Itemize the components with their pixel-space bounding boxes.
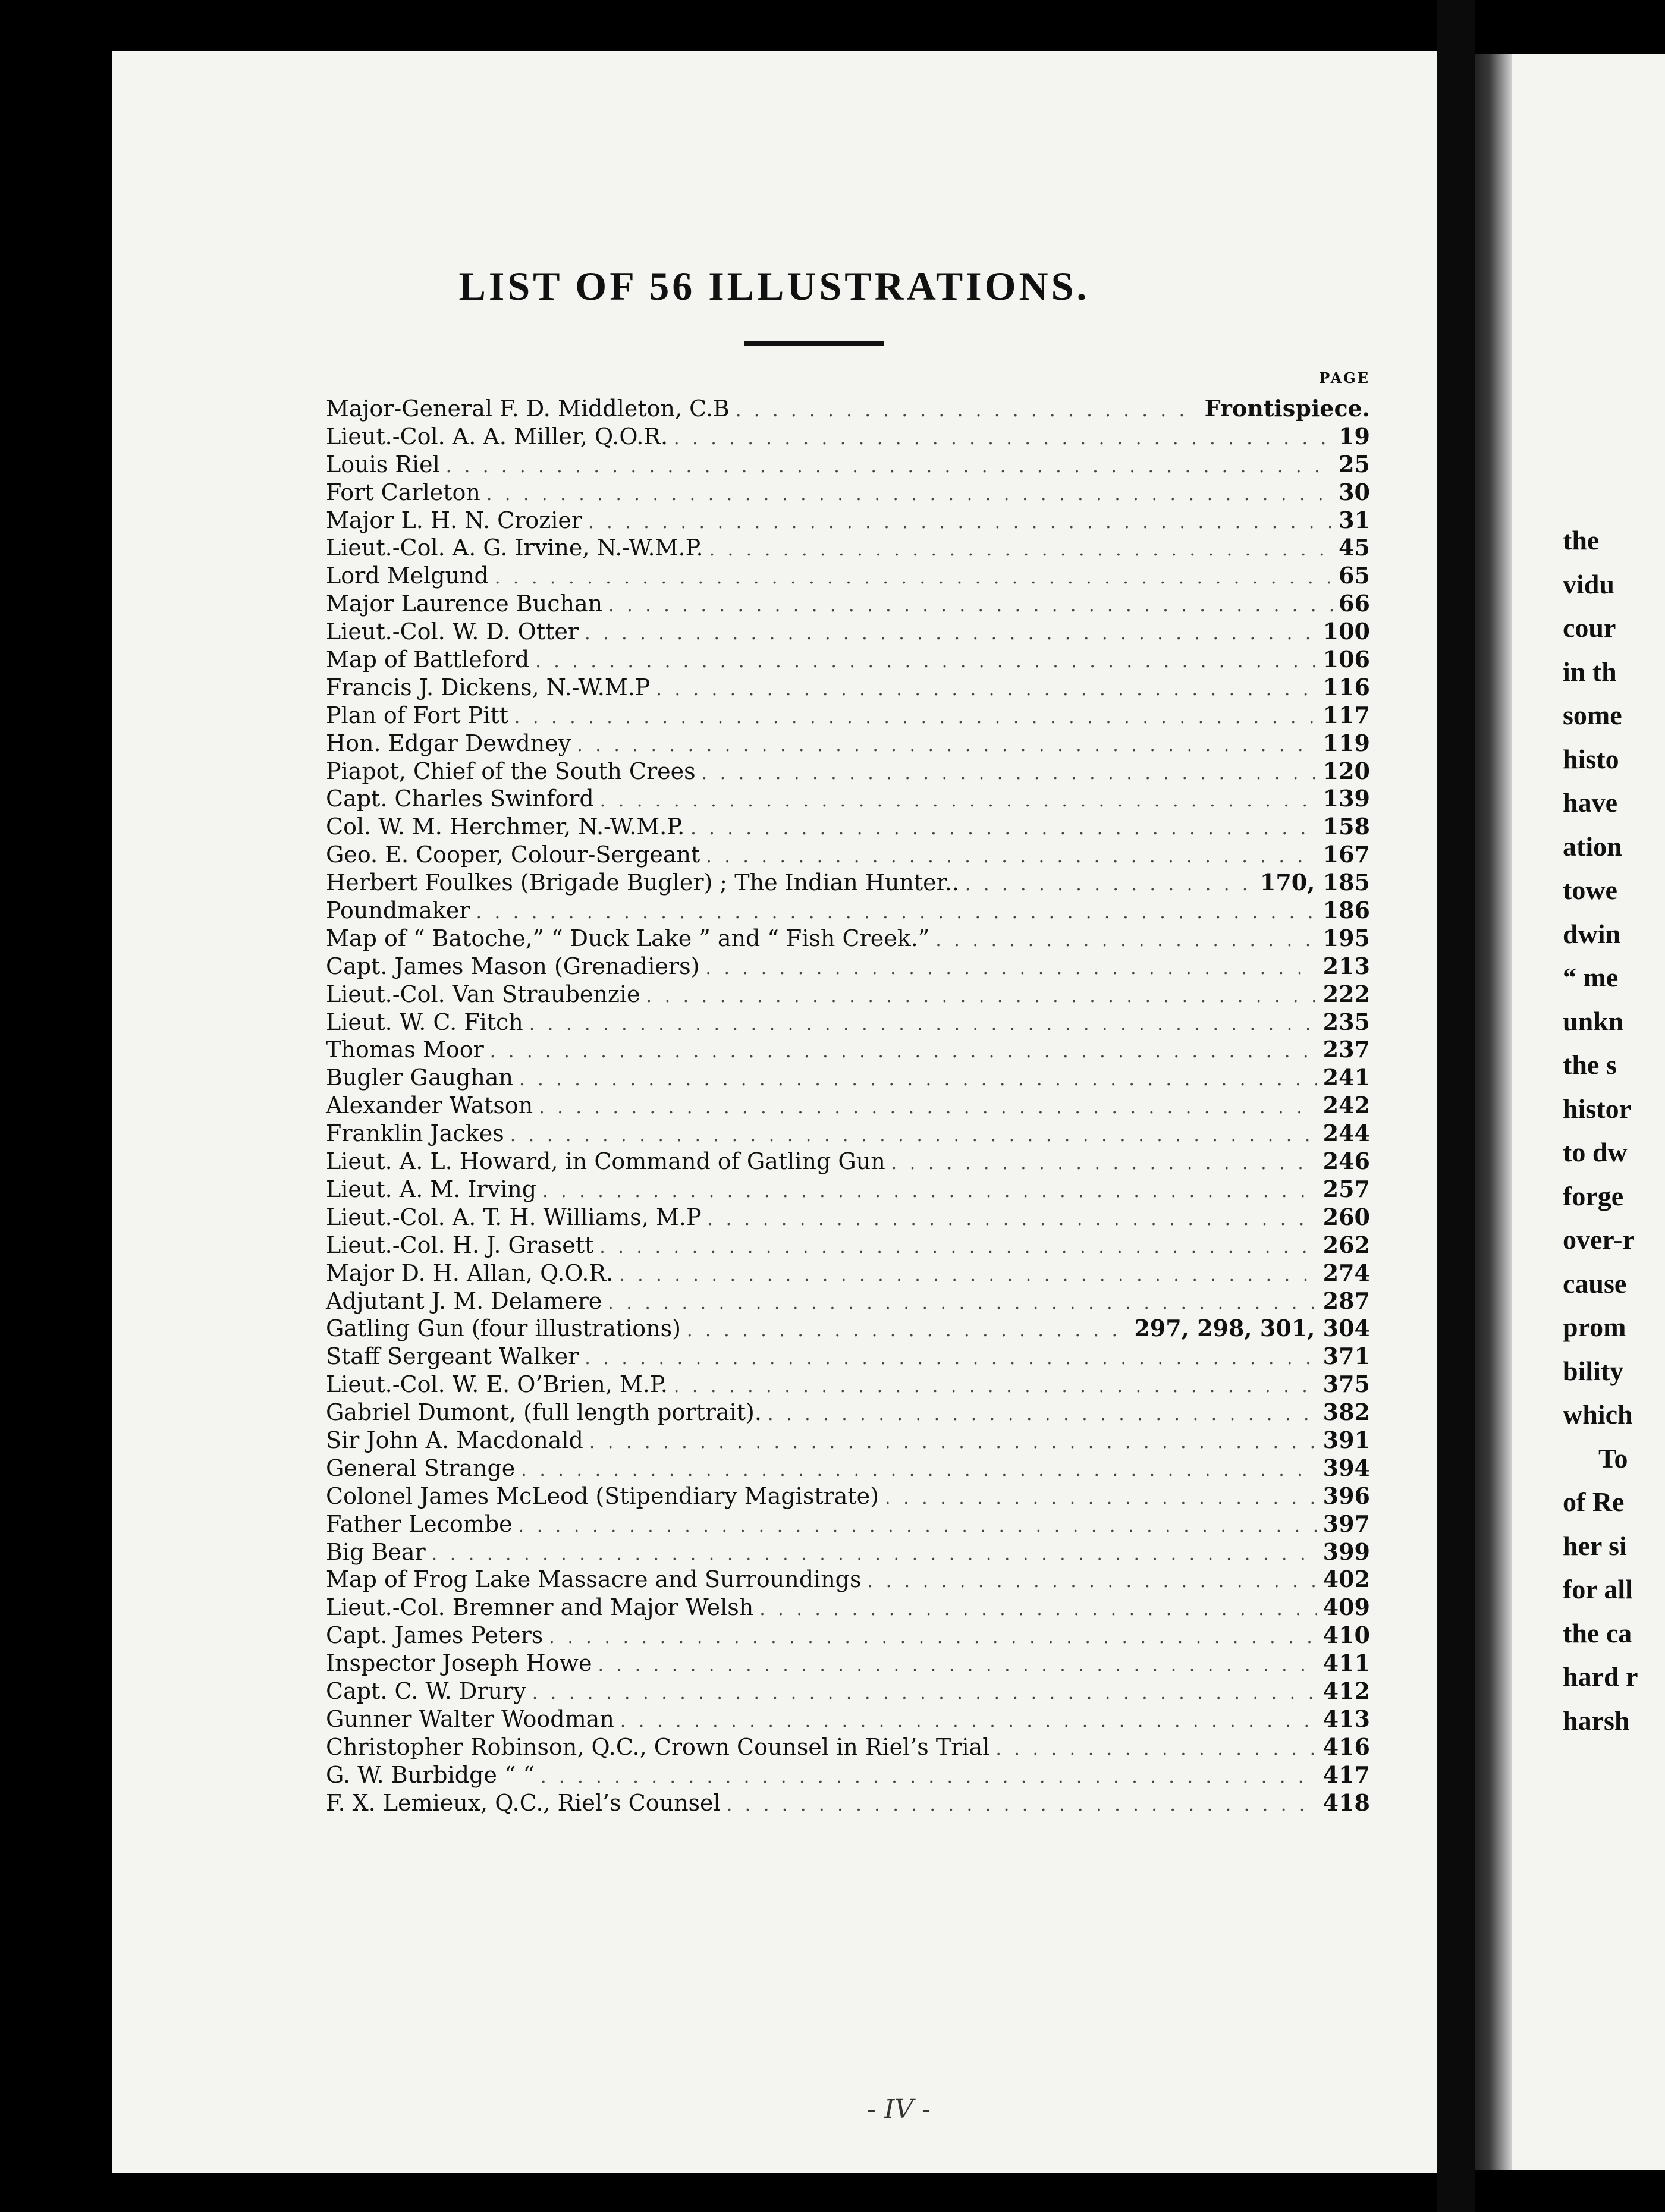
dot-leader bbox=[935, 927, 1317, 955]
entry-page-number: 19 bbox=[1339, 422, 1370, 450]
list-item bbox=[326, 785, 1370, 813]
title-rule bbox=[744, 341, 884, 346]
entry-page-number: 186 bbox=[1322, 897, 1370, 924]
list-item bbox=[326, 1399, 1370, 1427]
entry-title: Franklin Jackes bbox=[326, 1120, 504, 1147]
facing-text-line: which bbox=[1563, 1399, 1633, 1429]
entry-page-number: 410 bbox=[1322, 1622, 1370, 1649]
facing-text-line: bility bbox=[1563, 1355, 1624, 1386]
dot-leader bbox=[535, 648, 1317, 676]
entry-page-number: 413 bbox=[1322, 1705, 1370, 1732]
entry-title: Capt. C. W. Drury bbox=[326, 1677, 526, 1704]
entry-title: Geo. E. Cooper, Colour-Sergeant bbox=[326, 841, 700, 868]
dot-leader bbox=[736, 397, 1199, 425]
entry-page-number: 222 bbox=[1322, 980, 1370, 1007]
entry-title: F. X. Lemieux, Q.C., Riel’s Counsel bbox=[326, 1789, 721, 1816]
entry-page-number: 417 bbox=[1322, 1761, 1370, 1788]
entry-page-number: 25 bbox=[1339, 450, 1370, 477]
facing-text-line: cour bbox=[1563, 612, 1616, 643]
dot-leader bbox=[674, 425, 1333, 453]
entry-title: Lieut.-Col. Bremner and Major Welsh bbox=[326, 1594, 754, 1621]
entry-title: Gatling Gun (four illustrations) bbox=[326, 1315, 681, 1342]
dot-leader bbox=[885, 1485, 1317, 1513]
entry-page-number: 117 bbox=[1322, 701, 1370, 728]
entry-title: Fort Carleton bbox=[326, 479, 480, 505]
facing-text-line: for all bbox=[1563, 1574, 1633, 1604]
dot-leader bbox=[490, 1038, 1317, 1066]
entry-page-number: 139 bbox=[1322, 785, 1370, 812]
entry-page-number: 66 bbox=[1339, 590, 1370, 617]
dot-leader bbox=[759, 1596, 1317, 1624]
dot-leader bbox=[532, 1680, 1317, 1708]
entry-page-number: 260 bbox=[1322, 1203, 1370, 1230]
dot-leader bbox=[619, 1262, 1317, 1290]
entry-title: Herbert Foulkes (Brigade Bugler) ; The Indian Hunter.. bbox=[326, 869, 959, 896]
dot-leader bbox=[589, 1429, 1317, 1457]
list-item bbox=[326, 479, 1370, 507]
entry-title: Inspector Joseph Howe bbox=[326, 1650, 592, 1677]
entry-page-number: 45 bbox=[1339, 534, 1370, 561]
dot-leader bbox=[486, 481, 1333, 509]
entry-title: Major D. H. Allan, Q.O.R. bbox=[326, 1259, 614, 1286]
facing-page-text bbox=[1563, 519, 1638, 1742]
dot-leader bbox=[549, 1624, 1317, 1652]
entry-title: Major Laurence Buchan bbox=[326, 590, 603, 617]
dot-leader bbox=[687, 1317, 1128, 1345]
list-item bbox=[326, 534, 1370, 562]
list-item bbox=[326, 981, 1370, 1008]
entry-page-number: 167 bbox=[1322, 841, 1370, 868]
entry-page-number: 119 bbox=[1322, 729, 1370, 756]
facing-text-line: have bbox=[1563, 787, 1617, 818]
facing-page bbox=[1512, 54, 1665, 2170]
list-item bbox=[326, 1008, 1370, 1036]
entry-page-number: 170, 185 bbox=[1259, 869, 1370, 896]
entry-page-number: 394 bbox=[1322, 1454, 1370, 1481]
dot-leader bbox=[727, 1792, 1317, 1820]
dot-leader bbox=[585, 1345, 1317, 1373]
dot-leader bbox=[868, 1568, 1317, 1596]
list-item bbox=[326, 1510, 1370, 1538]
entry-title: General Strange bbox=[326, 1454, 516, 1481]
facing-text-line: histor bbox=[1563, 1093, 1631, 1124]
entry-title: Francis J. Dickens, N.-W.M.P bbox=[326, 674, 651, 700]
facing-text-line: the ca bbox=[1563, 1617, 1632, 1648]
dot-leader bbox=[768, 1401, 1317, 1429]
entry-page-number: 120 bbox=[1322, 757, 1370, 784]
dot-leader bbox=[965, 871, 1254, 899]
list-item bbox=[326, 1120, 1370, 1148]
dot-leader bbox=[510, 1122, 1317, 1150]
entry-page-number: 31 bbox=[1339, 506, 1370, 533]
entry-page-number: 242 bbox=[1322, 1092, 1370, 1119]
list-item bbox=[326, 1315, 1370, 1343]
facing-text-line: her si bbox=[1563, 1530, 1627, 1561]
list-item bbox=[326, 953, 1370, 981]
dot-leader bbox=[709, 536, 1333, 564]
list-item bbox=[326, 1371, 1370, 1399]
entry-page-number: 399 bbox=[1322, 1538, 1370, 1565]
list-item bbox=[326, 1482, 1370, 1510]
list-item bbox=[326, 1761, 1370, 1789]
entry-title: Lieut.-Col. A. A. Miller, Q.O.R. bbox=[326, 423, 668, 450]
entry-title: Lieut.-Col. Van Straubenzie bbox=[326, 981, 640, 1007]
entry-title: Father Lecombe bbox=[326, 1510, 513, 1537]
page-title: LIST OF 56 ILLUSTRATIONS. bbox=[458, 263, 1090, 309]
dot-leader bbox=[519, 1513, 1317, 1541]
entry-title: Christopher Robinson, Q.C., Crown Counsel in Riel’s Trial bbox=[326, 1733, 990, 1760]
list-item bbox=[326, 507, 1370, 535]
list-item bbox=[326, 1343, 1370, 1371]
dot-leader bbox=[577, 732, 1317, 760]
entry-title: Gunner Walter Woodman bbox=[326, 1705, 614, 1732]
entry-page-number: 371 bbox=[1322, 1343, 1370, 1370]
page-column-label: PAGE bbox=[1319, 369, 1370, 387]
entry-page-number: 246 bbox=[1322, 1148, 1370, 1175]
facing-text-line: hard r bbox=[1563, 1661, 1638, 1692]
binding-gutter bbox=[1437, 0, 1475, 2212]
facing-text-line: over-r bbox=[1563, 1224, 1635, 1255]
dot-leader bbox=[588, 509, 1333, 537]
entry-title: Louis Riel bbox=[326, 451, 440, 477]
list-item bbox=[326, 1148, 1370, 1176]
entry-page-number: 65 bbox=[1339, 562, 1370, 589]
entry-title: Hon. Edgar Dewdney bbox=[326, 730, 571, 756]
facing-text-line: in th bbox=[1563, 656, 1617, 687]
list-item bbox=[326, 1064, 1370, 1092]
entry-title: Map of Battleford bbox=[326, 646, 530, 673]
list-item bbox=[326, 1733, 1370, 1761]
list-item bbox=[326, 674, 1370, 702]
facing-text-line: towe bbox=[1563, 875, 1617, 905]
illustrations-list bbox=[326, 395, 1370, 1817]
list-item bbox=[326, 1566, 1370, 1594]
entry-page-number: 30 bbox=[1339, 478, 1370, 505]
entry-page-number: 195 bbox=[1322, 924, 1370, 951]
entry-page-number: 287 bbox=[1322, 1287, 1370, 1314]
entry-page-number: 158 bbox=[1322, 813, 1370, 840]
entry-page-number: 396 bbox=[1322, 1482, 1370, 1509]
list-item bbox=[326, 1092, 1370, 1120]
entry-page-number: 257 bbox=[1322, 1175, 1370, 1202]
entry-title: Big Bear bbox=[326, 1538, 426, 1565]
dot-leader bbox=[706, 843, 1317, 871]
entry-title: Thomas Moor bbox=[326, 1036, 484, 1063]
dot-leader bbox=[514, 704, 1317, 732]
facing-text-line: the s bbox=[1563, 1050, 1617, 1080]
list-item bbox=[326, 1231, 1370, 1259]
facing-text-line: harsh bbox=[1563, 1705, 1630, 1736]
list-item bbox=[326, 1789, 1370, 1817]
entry-title: Sir John A. Macdonald bbox=[326, 1427, 583, 1453]
list-item bbox=[326, 1204, 1370, 1231]
list-item bbox=[326, 646, 1370, 674]
dot-leader bbox=[539, 1094, 1317, 1122]
list-item bbox=[326, 925, 1370, 953]
entry-title: Gabriel Dumont, (full length portrait). bbox=[326, 1399, 762, 1426]
dot-leader bbox=[599, 1234, 1317, 1262]
list-item bbox=[326, 1259, 1370, 1287]
facing-text-line: cause bbox=[1563, 1268, 1627, 1299]
list-item bbox=[326, 1287, 1370, 1315]
entry-title: Major-General F. D. Middleton, C.B bbox=[326, 395, 730, 422]
entry-title: Capt. James Peters bbox=[326, 1622, 544, 1649]
list-item bbox=[326, 1594, 1370, 1622]
dot-leader bbox=[620, 1708, 1317, 1736]
entry-title: Poundmaker bbox=[326, 897, 470, 924]
entry-page-number: 106 bbox=[1322, 646, 1370, 673]
entry-page-number: 409 bbox=[1322, 1594, 1370, 1621]
list-item bbox=[326, 562, 1370, 590]
entry-title: Lieut. A. L. Howard, in Command of Gatling Gun bbox=[326, 1148, 885, 1175]
list-item bbox=[326, 451, 1370, 479]
dot-leader bbox=[705, 955, 1317, 983]
entry-page-number: 116 bbox=[1322, 673, 1370, 700]
entry-page-number: 411 bbox=[1322, 1649, 1370, 1677]
facing-text-line: ation bbox=[1563, 831, 1622, 862]
dot-leader bbox=[674, 1373, 1317, 1401]
entry-title: Major L. H. N. Crozier bbox=[326, 507, 583, 533]
list-item bbox=[326, 897, 1370, 925]
entry-page-number: 244 bbox=[1322, 1120, 1370, 1147]
entry-title: Lord Melgund bbox=[326, 563, 489, 589]
gutter-shadow bbox=[1475, 54, 1512, 2170]
entry-title: Lieut.-Col. A. T. H. Williams, M.P bbox=[326, 1204, 702, 1230]
entry-page-number: 391 bbox=[1322, 1426, 1370, 1453]
facing-text-line: histo bbox=[1563, 743, 1619, 774]
facing-text-line: dwin bbox=[1563, 918, 1621, 949]
dot-leader bbox=[646, 983, 1317, 1011]
facing-text-line: some bbox=[1563, 700, 1622, 730]
facing-text-line: unkn bbox=[1563, 1006, 1624, 1036]
facing-text-line: of Re bbox=[1563, 1487, 1625, 1517]
entry-title: G. W. Burbidge “ “ bbox=[326, 1761, 535, 1788]
dot-leader bbox=[708, 1206, 1317, 1234]
list-item bbox=[326, 758, 1370, 785]
dot-leader bbox=[519, 1066, 1317, 1094]
facing-text-line: to dw bbox=[1563, 1137, 1628, 1167]
facing-text-line: the bbox=[1563, 525, 1600, 555]
list-item bbox=[326, 1176, 1370, 1204]
list-item bbox=[326, 1454, 1370, 1482]
entry-title: Lieut.-Col. H. J. Grasett bbox=[326, 1231, 594, 1258]
entry-title: Lieut.-Col. A. G. Irvine, N.-W.M.P. bbox=[326, 535, 703, 561]
dot-leader bbox=[702, 760, 1317, 788]
dot-leader bbox=[608, 592, 1333, 620]
entry-page-number: 274 bbox=[1322, 1259, 1370, 1286]
dot-leader bbox=[598, 1652, 1317, 1680]
list-item bbox=[326, 702, 1370, 730]
entry-page-number: 262 bbox=[1322, 1231, 1370, 1258]
dot-leader bbox=[600, 787, 1317, 815]
dot-leader bbox=[495, 564, 1333, 592]
list-item bbox=[326, 730, 1370, 758]
dot-leader bbox=[656, 676, 1317, 704]
entry-title: Capt. Charles Swinford bbox=[326, 785, 594, 812]
list-item bbox=[326, 1677, 1370, 1705]
facing-text-line: vidu bbox=[1563, 568, 1614, 599]
entry-title: Lieut.-Col. W. E. O’Brien, M.P. bbox=[326, 1371, 668, 1398]
entry-page-number: 375 bbox=[1322, 1371, 1370, 1398]
dot-leader bbox=[608, 1290, 1317, 1318]
entry-title: Colonel James McLeod (Stipendiary Magistrate) bbox=[326, 1482, 879, 1509]
entry-page-number: 235 bbox=[1322, 1008, 1370, 1035]
facing-text-line: prom bbox=[1563, 1312, 1626, 1342]
list-item bbox=[326, 1649, 1370, 1677]
facing-text-line: forge bbox=[1563, 1180, 1624, 1211]
entry-page-number: 412 bbox=[1322, 1677, 1370, 1704]
list-item bbox=[326, 1705, 1370, 1733]
entry-page-number: 100 bbox=[1322, 618, 1370, 645]
list-item bbox=[326, 590, 1370, 618]
dot-leader bbox=[891, 1150, 1317, 1178]
dot-leader bbox=[476, 899, 1317, 927]
entry-title: Staff Sergeant Walker bbox=[326, 1343, 579, 1370]
list-item bbox=[326, 618, 1370, 646]
entry-page-number: 416 bbox=[1322, 1733, 1370, 1760]
entry-page-number: 213 bbox=[1322, 952, 1370, 979]
entry-title: Piapot, Chief of the South Crees bbox=[326, 758, 696, 784]
entry-title: Map of “ Batoche,” “ Duck Lake ” and “ Fish Creek.” bbox=[326, 925, 930, 951]
entry-title: Lieut. A. M. Irving bbox=[326, 1176, 537, 1202]
entry-title: Capt. James Mason (Grenadiers) bbox=[326, 953, 700, 979]
dot-leader bbox=[529, 1011, 1317, 1039]
list-item bbox=[326, 395, 1370, 423]
list-item bbox=[326, 841, 1370, 869]
facing-text-line: “ me bbox=[1563, 962, 1619, 992]
entry-page-number: 241 bbox=[1322, 1064, 1370, 1091]
list-item bbox=[326, 423, 1370, 451]
folio: - IV - bbox=[867, 2094, 931, 2125]
entry-page-number: 402 bbox=[1322, 1566, 1370, 1593]
list-item bbox=[326, 869, 1370, 897]
entry-page-number: 418 bbox=[1322, 1789, 1370, 1816]
dot-leader bbox=[690, 815, 1317, 843]
list-item bbox=[326, 813, 1370, 841]
list-item bbox=[326, 1427, 1370, 1454]
entry-title: Map of Frog Lake Massacre and Surroundings bbox=[326, 1566, 862, 1593]
facing-text-line: To bbox=[1598, 1443, 1628, 1473]
entry-page-number: 237 bbox=[1322, 1036, 1370, 1063]
left-page bbox=[112, 51, 1437, 2173]
entry-page-number: Frontispiece. bbox=[1204, 395, 1370, 422]
dot-leader bbox=[542, 1178, 1317, 1206]
list-item bbox=[326, 1538, 1370, 1566]
dot-leader bbox=[446, 453, 1333, 481]
entry-title: Alexander Watson bbox=[326, 1092, 533, 1119]
dot-leader bbox=[432, 1541, 1317, 1569]
list-item bbox=[326, 1622, 1370, 1649]
entry-title: Plan of Fort Pitt bbox=[326, 702, 508, 728]
dot-leader bbox=[995, 1736, 1317, 1764]
entry-page-number: 397 bbox=[1322, 1510, 1370, 1537]
dot-leader bbox=[541, 1764, 1317, 1792]
entry-title: Col. W. M. Herchmer, N.-W.M.P. bbox=[326, 813, 685, 840]
dot-leader bbox=[585, 620, 1317, 648]
entry-page-number: 297, 298, 301, 304 bbox=[1134, 1315, 1370, 1342]
dot-leader bbox=[521, 1457, 1317, 1485]
entry-page-number: 382 bbox=[1322, 1399, 1370, 1426]
list-item bbox=[326, 1036, 1370, 1064]
entry-title: Lieut.-Col. W. D. Otter bbox=[326, 618, 579, 645]
entry-title: Bugler Gaughan bbox=[326, 1064, 514, 1091]
entry-title: Lieut. W. C. Fitch bbox=[326, 1008, 523, 1035]
entry-title: Adjutant J. M. Delamere bbox=[326, 1287, 602, 1314]
